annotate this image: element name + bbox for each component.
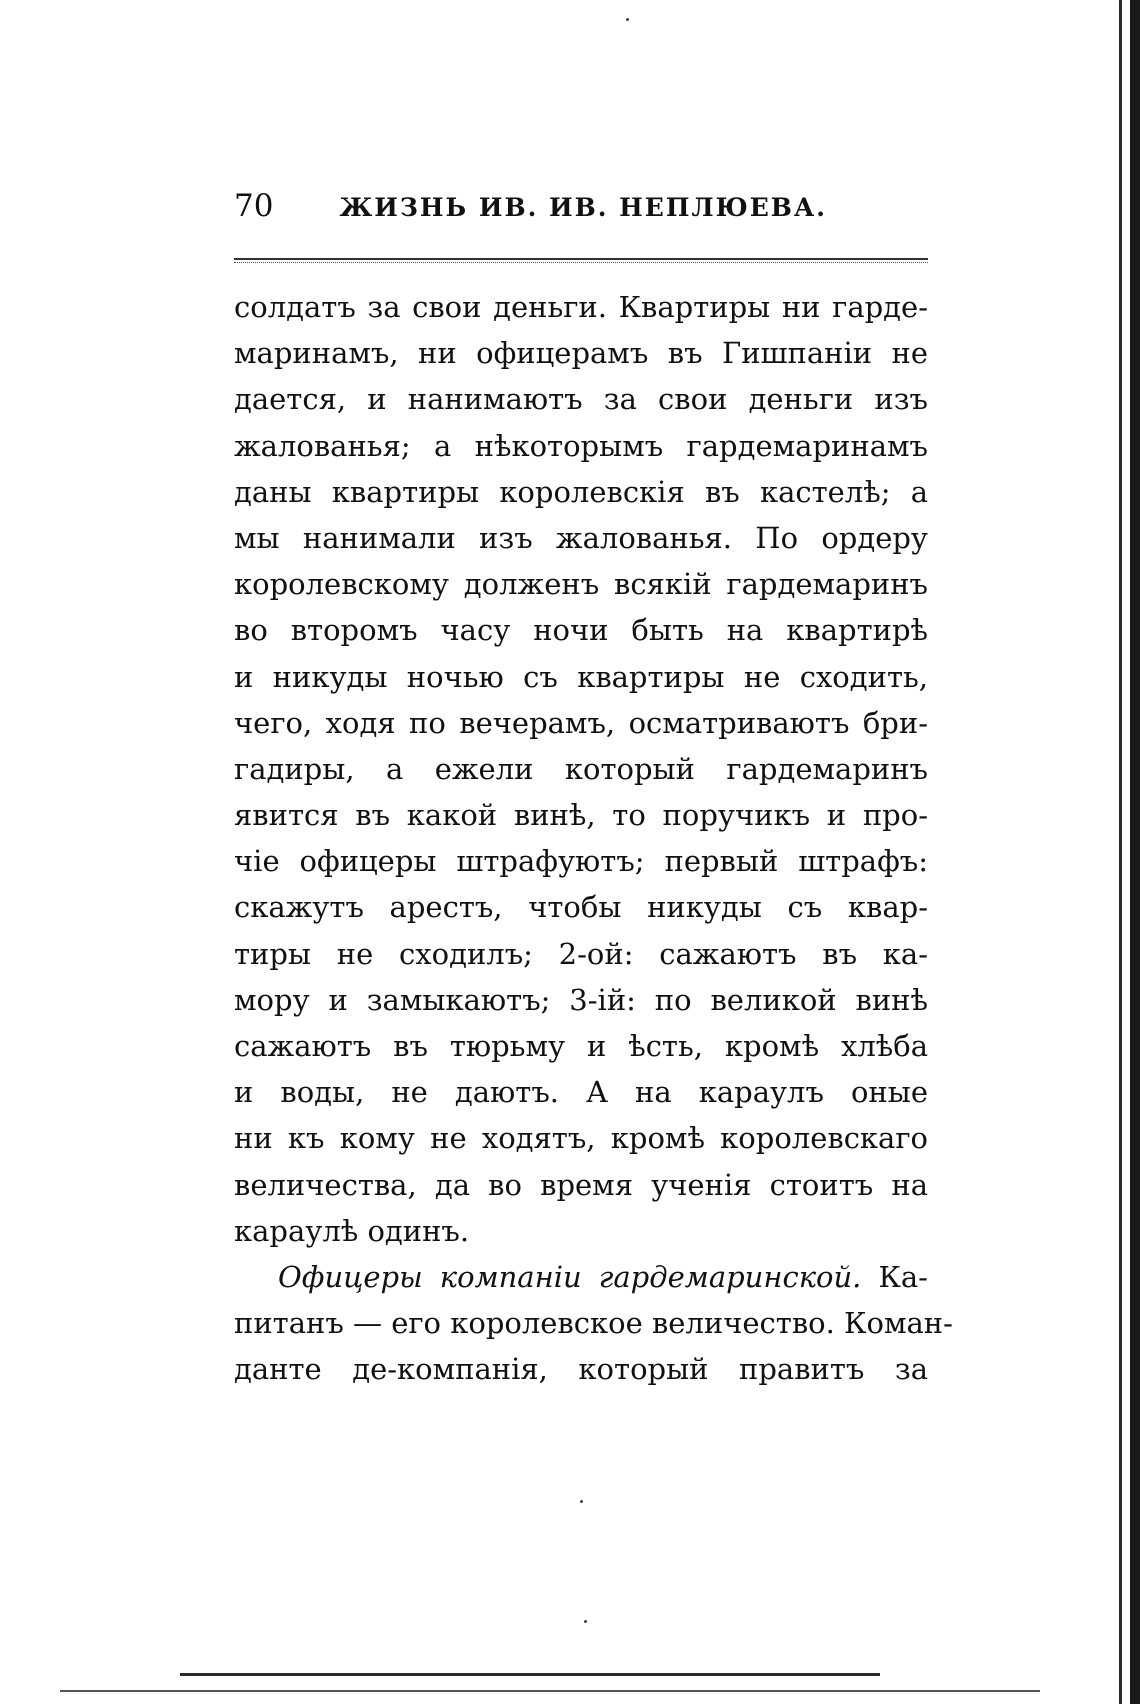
header-rule-dotted	[234, 262, 928, 263]
scan-edge-bottom	[180, 1673, 880, 1676]
text-line: даны квартиры королевскія въ кастелѣ; а	[234, 474, 928, 509]
page-number: 70	[234, 188, 274, 224]
text-line: королевскому долженъ всякій гардемаринъ	[234, 567, 928, 602]
text-line: мору и замыкаютъ; 3-ій: по великой винѣ	[234, 982, 928, 1017]
text-line: сажаютъ въ тюрьму и ѣсть, кромѣ хлѣба	[234, 1029, 928, 1063]
text-line: солдатъ за свои деньги. Квартиры ни гарде-	[234, 290, 928, 324]
scan-edge-bottom-line	[60, 1690, 1040, 1692]
text-line: величества, да во время ученія стоитъ на	[234, 1167, 928, 1202]
running-title: ЖИЗНЬ ИВ. ИВ. НЕПЛЮЕВА.	[339, 193, 827, 222]
text-line: чего, ходя по вечерамъ, осматриваютъ бри-	[234, 705, 928, 740]
text-line: питанъ — его королевское величество. Коман-	[234, 1306, 953, 1341]
text-line: чіе офицеры штрафуютъ; первый штрафъ:	[234, 844, 928, 879]
text-line: жалованья; а нѣкоторымъ гардемаринамъ	[234, 428, 928, 463]
text-line: ни къ кому не ходятъ, кромѣ королевскаго	[234, 1121, 928, 1156]
text-fragment: Ка-	[861, 1259, 928, 1294]
paragraph-2-first-line	[234, 1254, 928, 1300]
text-line: гадиры, а ежели который гардемаринъ	[234, 751, 928, 786]
text-line: маринамъ, ни офицерамъ въ Гишпаніи не	[234, 336, 928, 371]
text-line: во второмъ часу ночи быть на квартирѣ	[234, 613, 928, 648]
scan-edge-line	[1119, 0, 1122, 1704]
text-line: явится въ какой винѣ, то поручикъ и про-	[234, 798, 928, 833]
text-line: дается, и нанимаютъ за свои деньги изъ	[234, 382, 928, 417]
scan-speck	[584, 1620, 587, 1623]
scan-speck	[626, 18, 629, 21]
header-rule	[234, 258, 928, 260]
scan-edge-right	[1130, 0, 1140, 1704]
text-line: караулѣ одинъ.	[234, 1213, 470, 1248]
scan-speck	[580, 1500, 583, 1503]
text-line: мы нанимали изъ жалованья. По ордеру	[234, 520, 928, 555]
text-line: данте де-компанія, который правитъ за	[234, 1352, 928, 1387]
running-header	[234, 188, 928, 238]
text-line: и воды, не даютъ. А на караулъ оные	[234, 1075, 928, 1110]
text-line: и никуды ночью съ квартиры не сходить,	[234, 659, 928, 694]
text-line: тиры не сходилъ; 2-ой: сажаютъ въ ка-	[234, 936, 928, 971]
italic-heading: Офицеры компаніи гардемаринской.	[278, 1259, 862, 1294]
body-text	[234, 284, 953, 1393]
text-line: скажутъ арестъ, чтобы никуды съ квар-	[234, 890, 928, 925]
